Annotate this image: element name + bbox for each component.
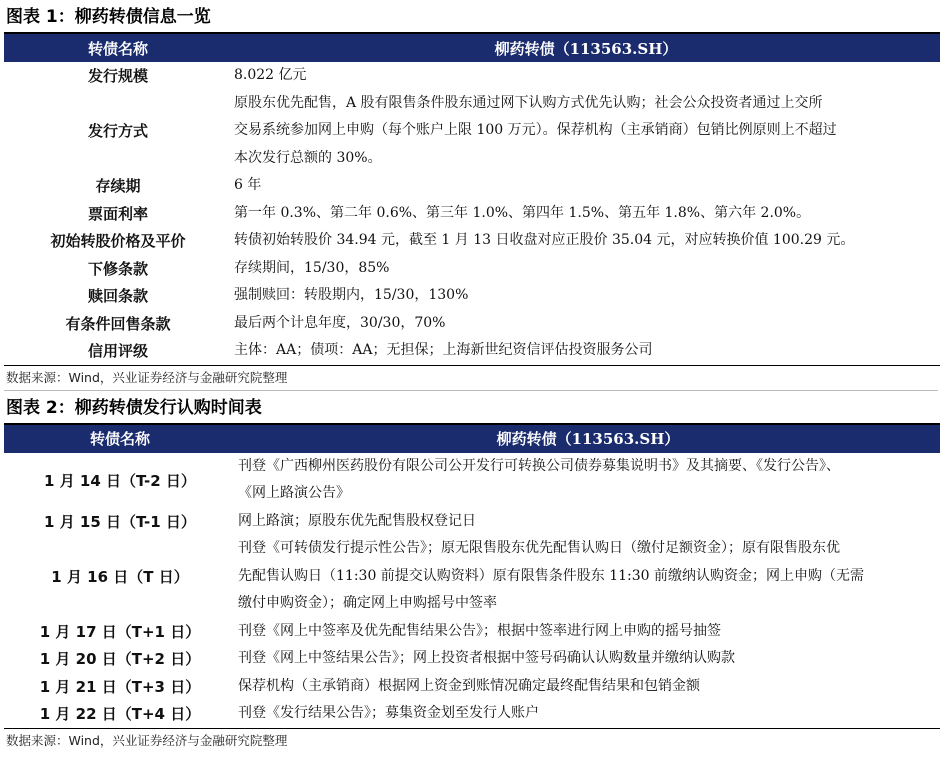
row-value-line: 本次发行总额的 30%。 bbox=[234, 149, 382, 166]
table-row bbox=[4, 172, 940, 200]
row-value bbox=[232, 62, 940, 90]
row-value-line: 6 年 bbox=[234, 177, 262, 193]
row-value bbox=[232, 172, 940, 200]
row-value-line: 缴付申购资金）；确定网上申购摇号中签率 bbox=[238, 595, 497, 611]
row-value-line: 先配售认购日（11:30 前提交认购资料）原有限售条件股东 11:30 前缴纳认购资金；网上申购（无需 bbox=[238, 567, 865, 584]
row-label: 有条件回售条款 bbox=[65, 314, 171, 333]
row-value-line: 强制赎回：转股期内，15/30，130% bbox=[234, 287, 469, 303]
header-right: 柳药转债（113563.SH） bbox=[232, 33, 940, 62]
table-row bbox=[4, 535, 940, 618]
row-value bbox=[232, 282, 940, 310]
row-label: 下修条款 bbox=[87, 259, 148, 278]
row-value-line: 《网上路演公告》 bbox=[238, 485, 350, 501]
table-row bbox=[4, 62, 940, 90]
row-value-line: 网上路演；原股东优先配售股权登记日 bbox=[238, 512, 476, 529]
table-row bbox=[4, 310, 940, 338]
row-label: 发行方式 bbox=[87, 122, 148, 141]
row-value bbox=[232, 90, 940, 173]
header-right: 柳药转债（113563.SH） bbox=[236, 424, 940, 453]
table-row bbox=[4, 508, 940, 536]
table1-body bbox=[4, 62, 940, 365]
row-value bbox=[236, 453, 940, 508]
table-header-row bbox=[4, 33, 940, 62]
row-value-line: 刊登《可转债发行提示性公告》；原无限售股东优先配售认购日（缴付足额资金）；原有限售股东优 bbox=[238, 540, 840, 556]
row-label: 1 月 16 日（T 日） bbox=[51, 567, 189, 586]
table2-title: 图表 2：柳药转债发行认购时间表 bbox=[6, 397, 262, 418]
row-value-line: 最后两个计息年度，30/30，70% bbox=[234, 314, 446, 331]
table-header-row bbox=[4, 424, 940, 453]
table-row bbox=[4, 90, 940, 173]
row-value-line: 存续期间，15/30，85% bbox=[234, 259, 390, 276]
row-label: 1 月 22 日（T+4 日） bbox=[4, 700, 236, 728]
table-row bbox=[4, 227, 940, 255]
table-row bbox=[4, 700, 940, 728]
table-row bbox=[4, 673, 940, 701]
row-value bbox=[236, 673, 940, 701]
row-value-line: 刊登《网上中签率及优先配售结果公告》；根据中签率进行网上申购的摇号抽签 bbox=[238, 622, 721, 639]
header-left: 转债名称 bbox=[4, 424, 236, 453]
row-value bbox=[236, 508, 940, 536]
row-label: 赎回条款 bbox=[87, 287, 148, 306]
table-row bbox=[4, 618, 940, 646]
row-label: 初始转股价格及平价 bbox=[50, 232, 186, 251]
row-value bbox=[236, 700, 940, 728]
row-label: 1 月 17 日（T+1 日） bbox=[39, 622, 201, 641]
schedule-table bbox=[4, 423, 940, 729]
row-label: 1 月 15 日（T-1 日） bbox=[44, 512, 196, 531]
row-value-line: 转债初始转股价 34.94 元，截至 1 月 13 日收盘对应正股价 35.04 元，对应转换价值 100.29 元。 bbox=[234, 232, 855, 248]
row-value bbox=[236, 645, 940, 673]
table1-title: 图表 1：柳药转债信息一览 bbox=[6, 7, 211, 27]
row-value-line: 交易系统参加网上申购（每个账户上限 100 万元）。保荐机构（主承销商）包销比例原则上不超过 bbox=[234, 122, 837, 138]
table-row bbox=[4, 282, 940, 310]
bond-info-table bbox=[4, 32, 940, 366]
table-row bbox=[4, 337, 940, 365]
row-value bbox=[232, 337, 940, 365]
table-row bbox=[4, 645, 940, 673]
row-label: 发行规模 bbox=[87, 67, 148, 86]
table-row bbox=[4, 200, 940, 228]
row-value bbox=[232, 200, 940, 228]
row-value-line: 原股东优先配售，A 股有限售条件股东通过网下认购方式优先认购；社会公众投资者通过上交所 bbox=[234, 94, 823, 111]
table2-source: 数据来源：Wind，兴业证券经济与金融研究院整理 bbox=[6, 732, 288, 748]
table1-source: 数据来源：Wind，兴业证券经济与金融研究院整理 bbox=[6, 369, 288, 385]
row-value bbox=[232, 310, 940, 338]
row-value bbox=[236, 618, 940, 646]
row-label: 1 月 14 日（T-2 日） bbox=[44, 471, 196, 490]
row-value-line: 刊登《广西柳州医药股份有限公司公开发行可转换公司债券募集说明书》及其摘要、《发行公告》、 bbox=[238, 457, 840, 474]
table-row bbox=[4, 453, 940, 508]
row-label: 信用评级 bbox=[4, 337, 232, 365]
row-value bbox=[232, 255, 940, 283]
row-label: 1 月 21 日（T+3 日） bbox=[39, 677, 201, 696]
table-row bbox=[4, 255, 940, 283]
row-label: 票面利率 bbox=[87, 204, 148, 223]
row-value-line: 刊登《发行结果公告》；募集资金划至发行人账户 bbox=[238, 705, 539, 721]
row-label: 1 月 20 日（T+2 日） bbox=[39, 650, 201, 669]
row-value bbox=[232, 227, 940, 255]
row-value-line: 8.022 亿元 bbox=[234, 67, 307, 83]
header-left: 转债名称 bbox=[4, 33, 232, 62]
row-value-line: 主体：AA；债项：AA；无担保；上海新世纪资信评估投资服务公司 bbox=[234, 342, 653, 358]
row-value-line: 第一年 0.3%、第二年 0.6%、第三年 1.0%、第四年 1.5%、第五年 1.8%、第六年 2.0%。 bbox=[234, 204, 811, 221]
row-value-line: 保荐机构（主承销商）根据网上资金到账情况确定最终配售结果和包销金额 bbox=[238, 677, 700, 694]
row-label: 存续期 bbox=[95, 177, 141, 196]
row-value-line: 刊登《网上中签结果公告》；网上投资者根据中签号码确认认购数量并缴纳认购款 bbox=[238, 650, 735, 666]
table2-body bbox=[4, 453, 940, 729]
row-value bbox=[236, 535, 940, 618]
